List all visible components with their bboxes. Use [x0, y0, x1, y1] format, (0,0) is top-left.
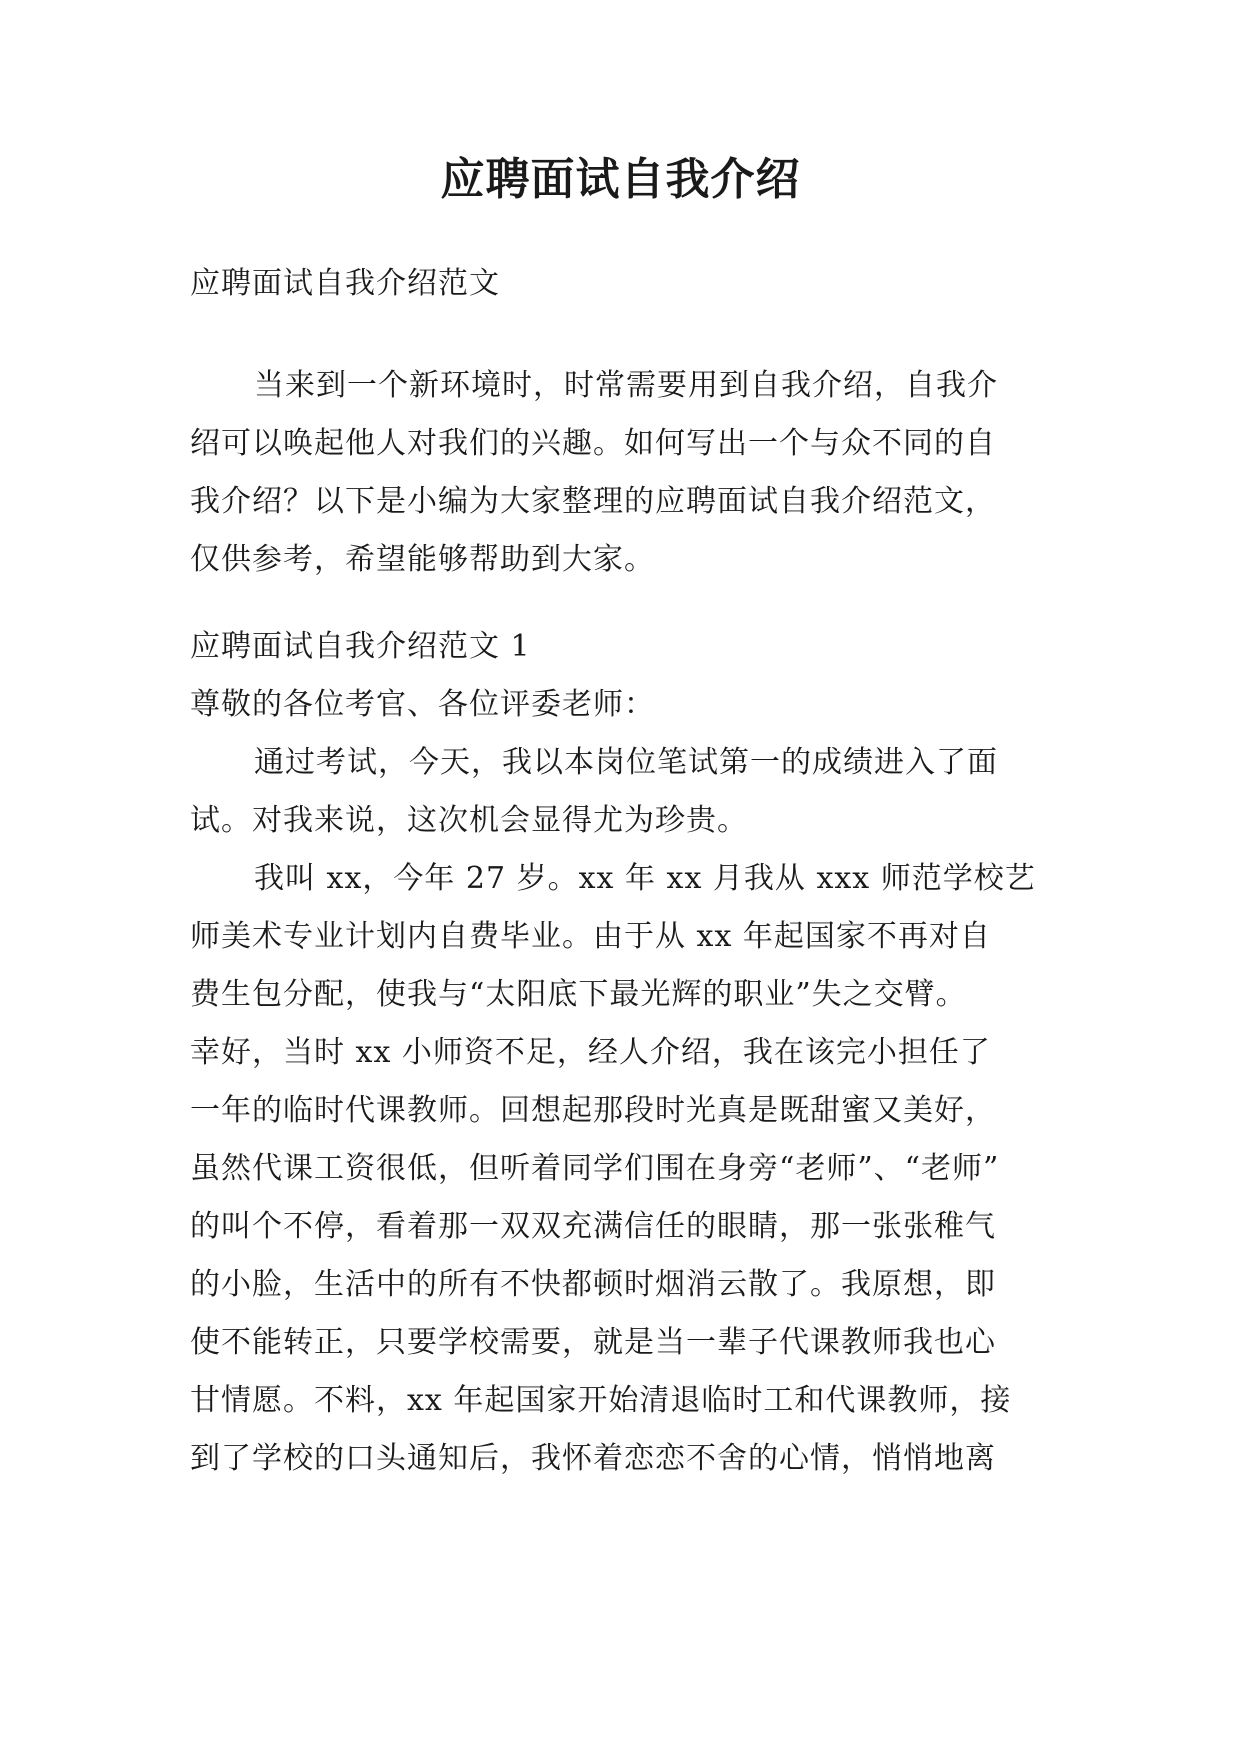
paragraph-line: 甘情愿。不料，xx 年起国家开始清退临时工和代课教师，接: [190, 1383, 1012, 1418]
section1-block: [190, 618, 1060, 1488]
paragraph-line: 的小脸，生活中的所有不快都顿时烟消云散了。我原想，即: [190, 1267, 996, 1302]
paragraph-line: 我叫 xx，今年 27 岁。xx 年 xx 月我从 xxx 师范学校艺: [254, 861, 1036, 896]
intro-paragraph: [190, 357, 1060, 589]
section-heading: 应聘面试自我介绍范文 1: [190, 629, 531, 664]
paragraph-line: 使不能转正，只要学校需要，就是当一辈子代课教师我也心: [190, 1325, 996, 1360]
paragraph-line: 费生包分配，使我与“太阳底下最光辉的职业”失之交臂。: [190, 977, 967, 1012]
intro-line: 仅供参考，希望能够帮助到大家。: [190, 542, 655, 577]
document-subtitle: 应聘面试自我介绍范文: [190, 266, 500, 301]
paragraph-line: 一年的临时代课教师。回想起那段时光真是既甜蜜又美好，: [190, 1093, 996, 1128]
paragraph-line: 通过考试，今天，我以本岗位笔试第一的成绩进入了面: [254, 745, 998, 780]
paragraph-line: 试。对我来说，这次机会显得尤为珍贵。: [190, 803, 748, 838]
intro-line: 当来到一个新环境时，时常需要用到自我介绍，自我介: [254, 368, 998, 403]
paragraph-line: 的叫个不停，看着那一双双充满信任的眼睛，那一张张稚气: [190, 1209, 996, 1244]
paragraph-line: 到了学校的口头通知后，我怀着恋恋不舍的心情，悄悄地离: [190, 1441, 996, 1476]
paragraph-line: 幸好，当时 xx 小师资不足，经人介绍，我在该完小担任了: [190, 1035, 991, 1070]
document-title: 应聘面试自我介绍: [440, 154, 801, 205]
paragraph-line: 师美术专业计划内自费毕业。由于从 xx 年起国家不再对自: [190, 919, 991, 954]
intro-line: 我介绍？以下是小编为大家整理的应聘面试自我介绍范文，: [190, 484, 996, 519]
intro-line: 绍可以唤起他人对我们的兴趣。如何写出一个与众不同的自: [190, 426, 996, 461]
salutation: 尊敬的各位考官、各位评委老师：: [190, 687, 655, 722]
paragraph-line: 虽然代课工资很低，但听着同学们围在身旁“老师”、“老师”: [190, 1151, 1000, 1186]
